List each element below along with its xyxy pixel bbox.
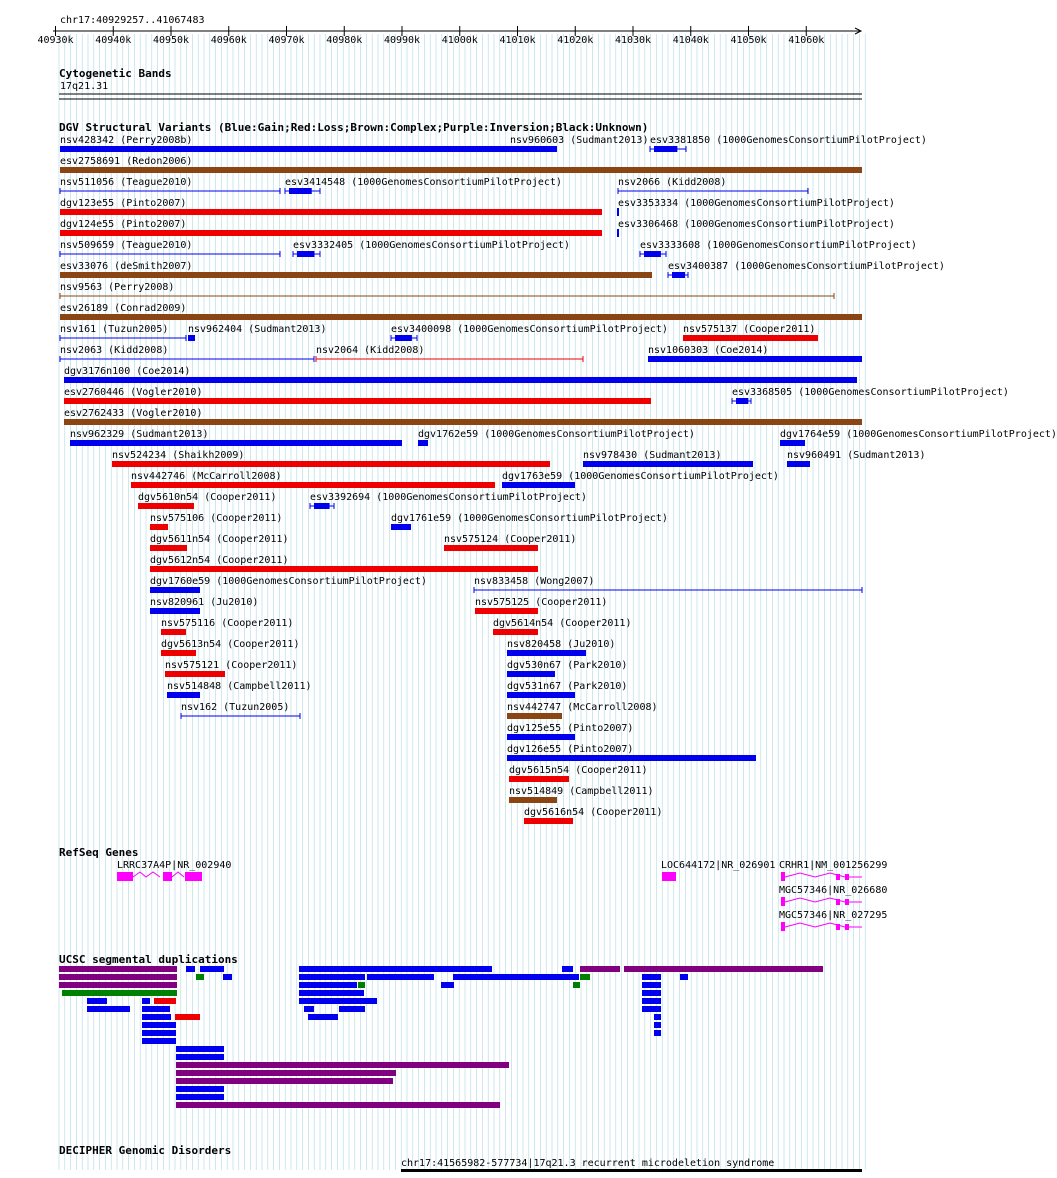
gene-label[interactable]: CRHR1|NM_001256299 bbox=[779, 860, 888, 871]
dgv-feature-bar bbox=[64, 398, 651, 404]
cytoband-label: 17q21.31 bbox=[60, 81, 109, 92]
dgv-feature-label[interactable]: nsv161 (Tuzun2005) bbox=[60, 324, 169, 335]
dgv-feature-block bbox=[395, 335, 412, 341]
segdup-feature bbox=[654, 1030, 661, 1036]
dgv-feature-bar bbox=[524, 818, 573, 824]
dgv-feature-label[interactable]: esv3333608 (1000GenomesConsortiumPilotProject) bbox=[640, 240, 917, 251]
dgv-feature-label[interactable]: nsv575124 (Cooper2011) bbox=[444, 534, 577, 545]
segdup-feature bbox=[87, 1006, 130, 1012]
dgv-feature-bar bbox=[60, 314, 862, 320]
segdup-feature bbox=[642, 974, 661, 980]
dgv-feature-label[interactable]: nsv524234 (Shaikh2009) bbox=[112, 450, 245, 461]
dgv-feature-label[interactable]: nsv162 (Tuzun2005) bbox=[181, 702, 290, 713]
segdup-feature bbox=[642, 998, 661, 1004]
segdup-feature bbox=[175, 1014, 200, 1020]
dgv-feature-label[interactable]: esv2762433 (Vogler2010) bbox=[64, 408, 203, 419]
dgv-feature-bar bbox=[161, 629, 186, 635]
ruler-tick-label: 41050k bbox=[730, 35, 767, 46]
dgv-feature-label[interactable]: dgv124e55 (Pinto2007) bbox=[60, 219, 187, 230]
dgv-feature-label[interactable]: esv3414548 (1000GenomesConsortiumPilotProject) bbox=[285, 177, 562, 188]
ruler-tick-label: 40980k bbox=[326, 35, 363, 46]
gene-label[interactable]: LOC644172|NR_026901 bbox=[661, 860, 776, 871]
dgv-feature-bar bbox=[138, 503, 194, 509]
segdup-feature bbox=[176, 1086, 224, 1092]
segdup-feature bbox=[186, 966, 195, 972]
gene-label[interactable]: MGC57346|NR_026680 bbox=[779, 885, 888, 896]
dgv-feature-label[interactable]: dgv1760e59 (1000GenomesConsortiumPilotProject) bbox=[150, 576, 427, 587]
dgv-feature-bar bbox=[391, 524, 411, 530]
segdup-feature bbox=[142, 1022, 176, 1028]
dgv-feature-bar bbox=[502, 482, 575, 488]
refseq-track-title[interactable]: RefSeq Genes bbox=[59, 846, 139, 859]
ruler-tick-label: 40950k bbox=[152, 35, 190, 46]
gene-label[interactable]: LRRC37A4P|NR_002940 bbox=[117, 860, 232, 871]
dgv-feature-label[interactable]: esv3306468 (1000GenomesConsortiumPilotProject) bbox=[618, 219, 895, 230]
dgv-feature-label[interactable]: dgv123e55 (Pinto2007) bbox=[60, 198, 187, 209]
dgv-feature-label[interactable]: dgv5615n54 (Cooper2011) bbox=[509, 765, 648, 776]
decipher-track-title[interactable]: DECIPHER Genomic Disorders bbox=[59, 1144, 232, 1157]
segdup-feature bbox=[176, 1102, 500, 1108]
dgv-feature-bar bbox=[150, 566, 538, 572]
dgv-feature-label[interactable]: nsv962329 (Sudmant2013) bbox=[70, 429, 209, 440]
segdup-feature bbox=[176, 1062, 509, 1068]
dgv-feature-block bbox=[672, 272, 685, 278]
dgv-feature-bar bbox=[150, 545, 187, 551]
dgv-feature-bar bbox=[780, 440, 805, 446]
dgv-feature-label[interactable]: nsv820458 (Ju2010) bbox=[507, 639, 616, 650]
dgv-feature-bar bbox=[112, 461, 550, 467]
segdup-feature bbox=[642, 1006, 661, 1012]
dgv-feature-bar bbox=[475, 608, 538, 614]
segdup-feature bbox=[176, 1046, 224, 1052]
dgv-feature-bar bbox=[507, 650, 586, 656]
dgv-feature-label[interactable]: esv3332405 (1000GenomesConsortiumPilotProject) bbox=[293, 240, 570, 251]
dgv-feature-label[interactable]: esv33076 (deSmith2007) bbox=[60, 261, 193, 272]
dgv-feature-bar bbox=[507, 692, 575, 698]
dgv-feature-block bbox=[314, 503, 330, 509]
dgv-feature-label[interactable]: nsv442747 (McCarroll2008) bbox=[507, 702, 658, 713]
dgv-feature-bar bbox=[167, 692, 200, 698]
segdup-feature bbox=[562, 966, 573, 972]
dgv-feature-block bbox=[644, 251, 661, 257]
segdup-feature bbox=[654, 1022, 661, 1028]
segdup-feature bbox=[642, 982, 661, 988]
dgv-feature-bar bbox=[70, 440, 402, 446]
dgv-feature-bar bbox=[493, 629, 538, 635]
dgv-feature-bar bbox=[507, 755, 756, 761]
gene-label[interactable]: MGC57346|NR_027295 bbox=[779, 910, 888, 921]
gene-exon bbox=[117, 872, 133, 881]
segdup-feature bbox=[62, 990, 177, 996]
dgv-feature-label[interactable]: nsv509659 (Teague2010) bbox=[60, 240, 193, 251]
dgv-feature-block bbox=[297, 251, 315, 257]
dgv-feature-label[interactable]: dgv1764e59 (1000GenomesConsortiumPilotProject) bbox=[780, 429, 1057, 440]
cytoband-track-title[interactable]: Cytogenetic Bands bbox=[59, 67, 172, 80]
decipher-feature-bar bbox=[401, 1169, 862, 1172]
dgv-feature-label[interactable]: nsv511056 (Teague2010) bbox=[60, 177, 193, 188]
ruler-tick-label: 40970k bbox=[268, 35, 305, 46]
dgv-feature-label[interactable]: nsv960491 (Sudmant2013) bbox=[787, 450, 926, 461]
dgv-feature-label[interactable]: esv3400098 (1000GenomesConsortiumPilotProject) bbox=[391, 324, 668, 335]
dgv-feature-bar bbox=[509, 797, 557, 803]
dgv-feature-label[interactable]: nsv575116 (Cooper2011) bbox=[161, 618, 294, 629]
dgv-feature-label[interactable]: nsv962404 (Sudmant2013) bbox=[188, 324, 327, 335]
ruler-tick-label: 41010k bbox=[499, 35, 536, 46]
gene-intron bbox=[172, 872, 184, 877]
dgv-feature-bar bbox=[188, 335, 195, 341]
segdup-feature bbox=[308, 1014, 338, 1020]
segdup-feature bbox=[142, 1038, 176, 1044]
segdup-track-title[interactable]: UCSC segmental duplications bbox=[59, 953, 238, 966]
gene-exon bbox=[836, 874, 840, 880]
dgv-feature-bar bbox=[150, 587, 200, 593]
segdup-feature bbox=[176, 1094, 224, 1100]
dgv-feature-label[interactable]: nsv575125 (Cooper2011) bbox=[475, 597, 608, 608]
dgv-feature-label[interactable]: esv2758691 (Redon2006) bbox=[60, 156, 193, 167]
dgv-feature-label[interactable]: nsv960603 (Sudmant2013) bbox=[510, 135, 649, 146]
segdup-feature bbox=[176, 1054, 224, 1060]
dgv-feature-bar bbox=[60, 209, 602, 215]
dgv-feature-bar bbox=[165, 671, 225, 677]
gene-exon bbox=[845, 899, 849, 905]
dgv-feature-label[interactable]: nsv2066 (Kidd2008) bbox=[618, 177, 727, 188]
gene-exon bbox=[163, 872, 172, 881]
dgv-feature-bar bbox=[150, 524, 168, 530]
gene-exon bbox=[781, 872, 785, 881]
ruler-tick-label: 41020k bbox=[557, 35, 594, 46]
segdup-feature bbox=[154, 998, 176, 1004]
dgv-feature-label[interactable]: nsv833458 (Wong2007) bbox=[474, 576, 595, 587]
dgv-feature-label[interactable]: esv2760446 (Vogler2010) bbox=[64, 387, 203, 398]
segdup-feature bbox=[196, 974, 204, 980]
gene-exon bbox=[845, 874, 849, 880]
segdup-feature bbox=[142, 1014, 171, 1020]
dgv-feature-bar bbox=[64, 419, 862, 425]
segdup-feature bbox=[59, 974, 177, 980]
dgv-feature-bar bbox=[583, 461, 753, 467]
dgv-feature-label[interactable]: nsv514849 (Campbell2011) bbox=[509, 786, 654, 797]
gene-exon bbox=[845, 924, 849, 930]
gene-exon bbox=[836, 899, 840, 905]
dgv-feature-label[interactable]: dgv1762e59 (1000GenomesConsortiumPilotProject) bbox=[418, 429, 695, 440]
dgv-feature-bar bbox=[60, 167, 862, 173]
gene-exon bbox=[662, 872, 676, 881]
dgv-feature-label[interactable]: dgv126e55 (Pinto2007) bbox=[507, 744, 634, 755]
segdup-feature bbox=[580, 966, 620, 972]
ruler-tick-label: 41040k bbox=[672, 35, 709, 46]
segdup-feature bbox=[299, 990, 364, 996]
segdup-feature bbox=[176, 1078, 393, 1084]
gene-exon bbox=[781, 922, 785, 931]
dgv-feature-label[interactable]: dgv530n67 (Park2010) bbox=[507, 660, 628, 671]
dgv-feature-bar bbox=[418, 440, 428, 446]
dgv-feature-bar bbox=[161, 650, 196, 656]
dgv-track-title[interactable]: DGV Structural Variants (Blue:Gain;Red:Loss;Brown:Complex;Purple:Inversion;Black:Unknown) bbox=[59, 121, 649, 134]
segdup-feature bbox=[299, 998, 377, 1004]
segdup-feature bbox=[358, 982, 365, 988]
segdup-feature bbox=[299, 966, 492, 972]
segdup-feature bbox=[142, 998, 150, 1004]
dgv-feature-label[interactable]: nsv820961 (Ju2010) bbox=[150, 597, 259, 608]
segdup-feature bbox=[87, 998, 107, 1004]
dgv-feature-bar bbox=[64, 377, 857, 383]
dgv-feature-label[interactable]: dgv5612n54 (Cooper2011) bbox=[150, 555, 289, 566]
ruler-tick-label: 40940k bbox=[95, 35, 132, 46]
dgv-feature-bar bbox=[509, 776, 569, 782]
segdup-feature bbox=[367, 974, 434, 980]
segdup-feature bbox=[339, 1006, 365, 1012]
segdup-feature bbox=[680, 974, 688, 980]
ruler-tick-label: 41000k bbox=[441, 35, 478, 46]
dgv-feature-label[interactable]: esv3400387 (1000GenomesConsortiumPilotProject) bbox=[668, 261, 945, 272]
gene-exon bbox=[781, 897, 785, 906]
segdup-feature bbox=[624, 966, 823, 972]
dgv-feature-label[interactable]: nsv428342 (Perry2008b) bbox=[60, 135, 193, 146]
segdup-feature bbox=[142, 1030, 176, 1036]
segdup-feature bbox=[200, 966, 224, 972]
segdup-feature bbox=[573, 982, 580, 988]
segdup-feature bbox=[176, 1070, 396, 1076]
dgv-feature-label[interactable]: dgv5616n54 (Cooper2011) bbox=[524, 807, 663, 818]
segdup-feature bbox=[580, 974, 590, 980]
ruler-tick-label: 40990k bbox=[383, 35, 421, 46]
dgv-feature-label[interactable]: dgv5614n54 (Cooper2011) bbox=[493, 618, 632, 629]
dgv-feature-bar bbox=[60, 230, 602, 236]
dgv-feature-label[interactable]: esv3353334 (1000GenomesConsortiumPilotProject) bbox=[618, 198, 895, 209]
dgv-feature-bar bbox=[683, 335, 818, 341]
segdup-feature bbox=[304, 1006, 314, 1012]
segdup-feature bbox=[299, 982, 357, 988]
dgv-feature-bar bbox=[60, 272, 652, 278]
dgv-feature-label[interactable]: dgv1761e59 (1000GenomesConsortiumPilotProject) bbox=[391, 513, 668, 524]
dgv-feature-label[interactable]: dgv5613n54 (Cooper2011) bbox=[161, 639, 300, 650]
dgv-feature-bar bbox=[150, 608, 200, 614]
segdup-feature bbox=[142, 1006, 170, 1012]
segdup-feature bbox=[453, 974, 579, 980]
dgv-feature-label[interactable]: nsv575121 (Cooper2011) bbox=[165, 660, 298, 671]
dgv-feature-bar bbox=[648, 356, 862, 362]
position-label: chr17:40929257..41067483 bbox=[60, 15, 205, 26]
dgv-feature-label[interactable]: esv3368505 (1000GenomesConsortiumPilotProject) bbox=[732, 387, 1009, 398]
ruler-tick-label: 41030k bbox=[614, 35, 652, 46]
gene-exon bbox=[185, 872, 202, 881]
gene-exon bbox=[836, 924, 840, 930]
segdup-feature bbox=[223, 974, 232, 980]
segdup-feature bbox=[441, 982, 454, 988]
gene-intron bbox=[133, 872, 160, 877]
dgv-feature-label[interactable]: dgv3176n100 (Coe2014) bbox=[64, 366, 191, 377]
dgv-feature-bar bbox=[131, 482, 495, 488]
dgv-feature-bar bbox=[510, 146, 557, 152]
dgv-feature-label[interactable]: esv3392694 (1000GenomesConsortiumPilotProject) bbox=[310, 492, 587, 503]
dgv-feature-label[interactable]: nsv1060303 (Coe2014) bbox=[648, 345, 769, 356]
dgv-feature-label[interactable]: nsv575106 (Cooper2011) bbox=[150, 513, 283, 524]
dgv-feature-label[interactable]: dgv531n67 (Park2010) bbox=[507, 681, 628, 692]
dgv-feature-label[interactable]: dgv5610n54 (Cooper2011) bbox=[138, 492, 277, 503]
dgv-feature-label[interactable]: nsv978430 (Sudmant2013) bbox=[583, 450, 722, 461]
dgv-feature-label[interactable]: dgv125e55 (Pinto2007) bbox=[507, 723, 634, 734]
dgv-feature-bar bbox=[444, 545, 538, 551]
dgv-feature-label[interactable]: dgv1763e59 (1000GenomesConsortiumPilotProject) bbox=[502, 471, 779, 482]
dgv-feature-bar bbox=[507, 671, 555, 677]
dgv-feature-bar bbox=[507, 734, 575, 740]
segdup-feature bbox=[59, 966, 177, 972]
dgv-feature-label[interactable]: nsv2063 (Kidd2008) bbox=[60, 345, 169, 356]
dgv-feature-block bbox=[736, 398, 748, 404]
dgv-feature-label[interactable]: dgv5611n54 (Cooper2011) bbox=[150, 534, 289, 545]
ruler-tick-label: 40960k bbox=[210, 35, 247, 46]
dgv-feature-label[interactable]: esv26189 (Conrad2009) bbox=[60, 303, 187, 314]
dgv-feature-label[interactable]: nsv2064 (Kidd2008) bbox=[316, 345, 425, 356]
dgv-feature-label[interactable]: nsv9563 (Perry2008) bbox=[60, 282, 175, 293]
ruler-tick-label: 40930k bbox=[37, 35, 74, 46]
dgv-feature-bar bbox=[507, 713, 562, 719]
dgv-feature-block bbox=[289, 188, 312, 194]
segdup-feature bbox=[59, 982, 177, 988]
dgv-feature-label[interactable]: esv3381850 (1000GenomesConsortiumPilotProject) bbox=[650, 135, 927, 146]
dgv-feature-bar bbox=[60, 146, 510, 152]
ruler-tick-label: 41060k bbox=[788, 35, 825, 46]
segdup-feature bbox=[642, 990, 661, 996]
dgv-feature-block bbox=[654, 146, 677, 152]
dgv-feature-label[interactable]: nsv514848 (Campbell2011) bbox=[167, 681, 312, 692]
dgv-feature-label[interactable]: nsv442746 (McCarroll2008) bbox=[131, 471, 282, 482]
dgv-feature-bar bbox=[787, 461, 810, 467]
decipher-feature-label[interactable]: chr17:41565982-577734|17q21.3 recurrent microdeletion syndrome bbox=[401, 1158, 775, 1169]
segdup-feature bbox=[299, 974, 365, 980]
segdup-feature bbox=[654, 1014, 661, 1020]
dgv-feature-label[interactable]: nsv575137 (Cooper2011) bbox=[683, 324, 816, 335]
